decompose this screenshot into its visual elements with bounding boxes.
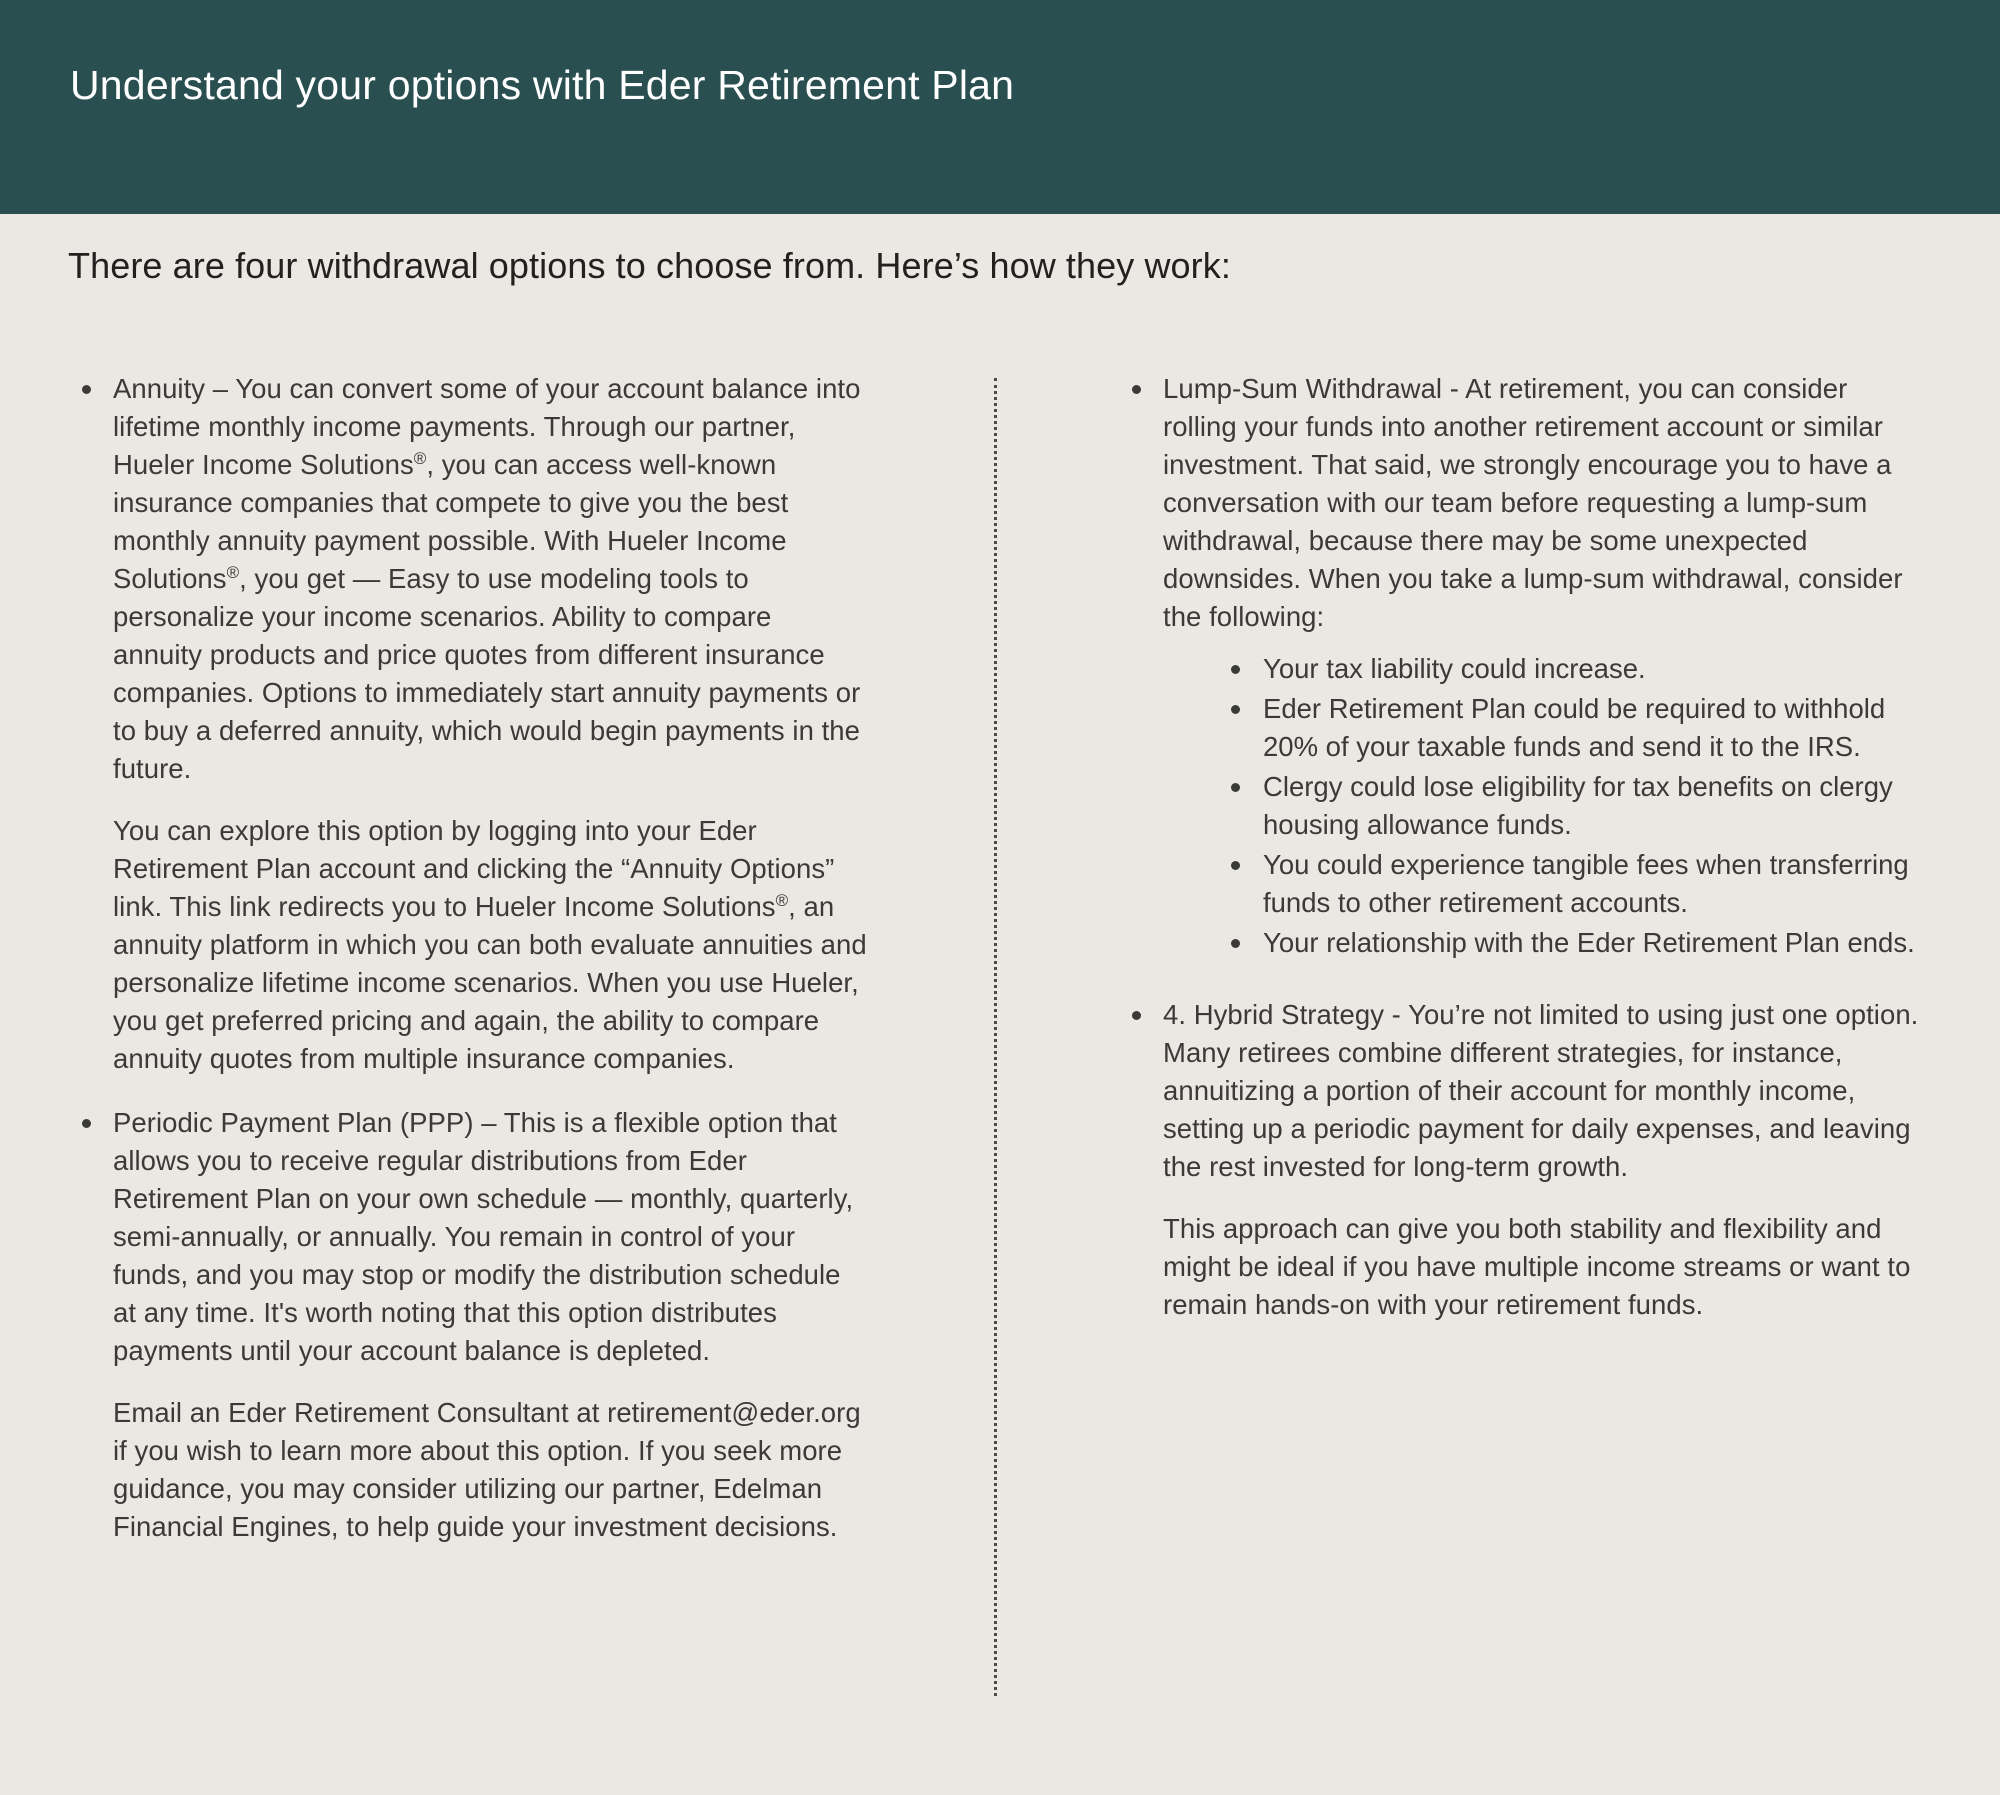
sub-bullet-text: Clergy could lose eligibility for tax benefits on clergy housing allowance funds. bbox=[1263, 771, 1893, 840]
sub-bullet-text: Eder Retirement Plan could be required to withhold 20% of your taxable funds and send it to the IRS. bbox=[1263, 693, 1886, 762]
sub-bullet-list bbox=[1163, 650, 1928, 962]
header-banner bbox=[0, 0, 2000, 214]
bullet-text: Annuity – You can convert some of your account balance into lifetime monthly income payments. Through our partner, Hueler Income Solutions®, you can access well-known insurance companies that compete to give you the best monthly annuity payment possible. With Hueler Income Solutions®, you get — Easy to use modeling tools to personalize your income scenarios. Ability to compare annuity products and price quotes from different insurance companies. Options to immediately start annuity payments or to buy a deferred annuity, which would begin payments in the future. bbox=[113, 373, 861, 784]
sub-list-item bbox=[1225, 690, 1928, 766]
bullet-dot-icon bbox=[1231, 783, 1240, 792]
bullet-dot-icon bbox=[1231, 861, 1240, 870]
sub-list-item bbox=[1225, 846, 1928, 922]
list-item bbox=[68, 370, 868, 1078]
sub-bullet-text: You could experience tangible fees when transferring funds to other retirement accounts. bbox=[1263, 849, 1909, 918]
bullet-text: You can explore this option by logging into your Eder Retirement Plan account and clicking the “Annuity Options” link. This link redirects you to Hueler Income Solutions®, an annuity platform in which you can both evaluate annuities and personalize lifetime income scenarios. When you use Hueler, you get preferred pricing and again, the ability to compare annuity quotes from multiple insurance companies. bbox=[113, 815, 867, 1074]
bullet-text: Email an Eder Retirement Consultant at retirement@eder.org if you wish to learn more about this option. If you seek more guidance, you may consider utilizing our partner, Edelman Financial Engines, to help guide your investment decisions. bbox=[113, 1397, 861, 1542]
bullet-text: Periodic Payment Plan (PPP) – This is a flexible option that allows you to receive regular distributions from Eder Retirement Plan on your own schedule — monthly, quarterly, semi-annually, or annually. You remain in control of your funds, and you may stop or modify the distribution schedule at any time. It's worth noting that this option distributes payments until your account balance is depleted. bbox=[113, 1107, 854, 1366]
bullet-dot-icon bbox=[82, 385, 91, 394]
bullet-dot-icon bbox=[1231, 705, 1240, 714]
bullet-dot-icon bbox=[82, 1119, 91, 1128]
sub-list-item bbox=[1225, 768, 1928, 844]
sub-bullet-text: Your relationship with the Eder Retirement Plan ends. bbox=[1263, 927, 1915, 958]
bullet-dot-icon bbox=[1132, 385, 1141, 394]
bullet-text: 4. Hybrid Strategy - You’re not limited to using just one option. Many retirees combine different strategies, for instance, annuitizing a portion of their account for monthly income, setting up a periodic payment for daily expenses, and leaving the rest invested for long-term growth. bbox=[1163, 999, 1919, 1182]
column-divider bbox=[994, 378, 997, 1696]
left-column bbox=[68, 370, 868, 1546]
bullet-text: This approach can give you both stability and flexibility and might be ideal if you have multiple income streams or want to remain hands-on with your retirement funds. bbox=[1163, 1213, 1911, 1320]
right-bullet-list bbox=[1118, 370, 1928, 1324]
bullet-dot-icon bbox=[1231, 665, 1240, 674]
page-title: Understand your options with Eder Retirement Plan bbox=[70, 62, 1015, 108]
list-item bbox=[68, 1104, 868, 1546]
sub-list-item bbox=[1225, 924, 1928, 962]
bullet-dot-icon bbox=[1231, 939, 1240, 948]
sub-bullet-text: Your tax liability could increase. bbox=[1263, 653, 1646, 684]
bullet-dot-icon bbox=[1132, 1011, 1141, 1020]
list-item bbox=[1118, 370, 1928, 962]
left-bullet-list bbox=[68, 370, 868, 1546]
right-column bbox=[1118, 370, 1928, 1324]
intro-heading: There are four withdrawal options to choose from. Here’s how they work: bbox=[68, 245, 1231, 286]
bullet-text: Lump-Sum Withdrawal - At retirement, you can consider rolling your funds into another retirement account or similar investment. That said, we strongly encourage you to have a conversation with our team before requesting a lump-sum withdrawal, because there may be some unexpected downsides. When you take a lump-sum withdrawal, consider the following: bbox=[1163, 373, 1903, 632]
list-item bbox=[1118, 996, 1928, 1324]
sub-list-item bbox=[1225, 650, 1928, 688]
